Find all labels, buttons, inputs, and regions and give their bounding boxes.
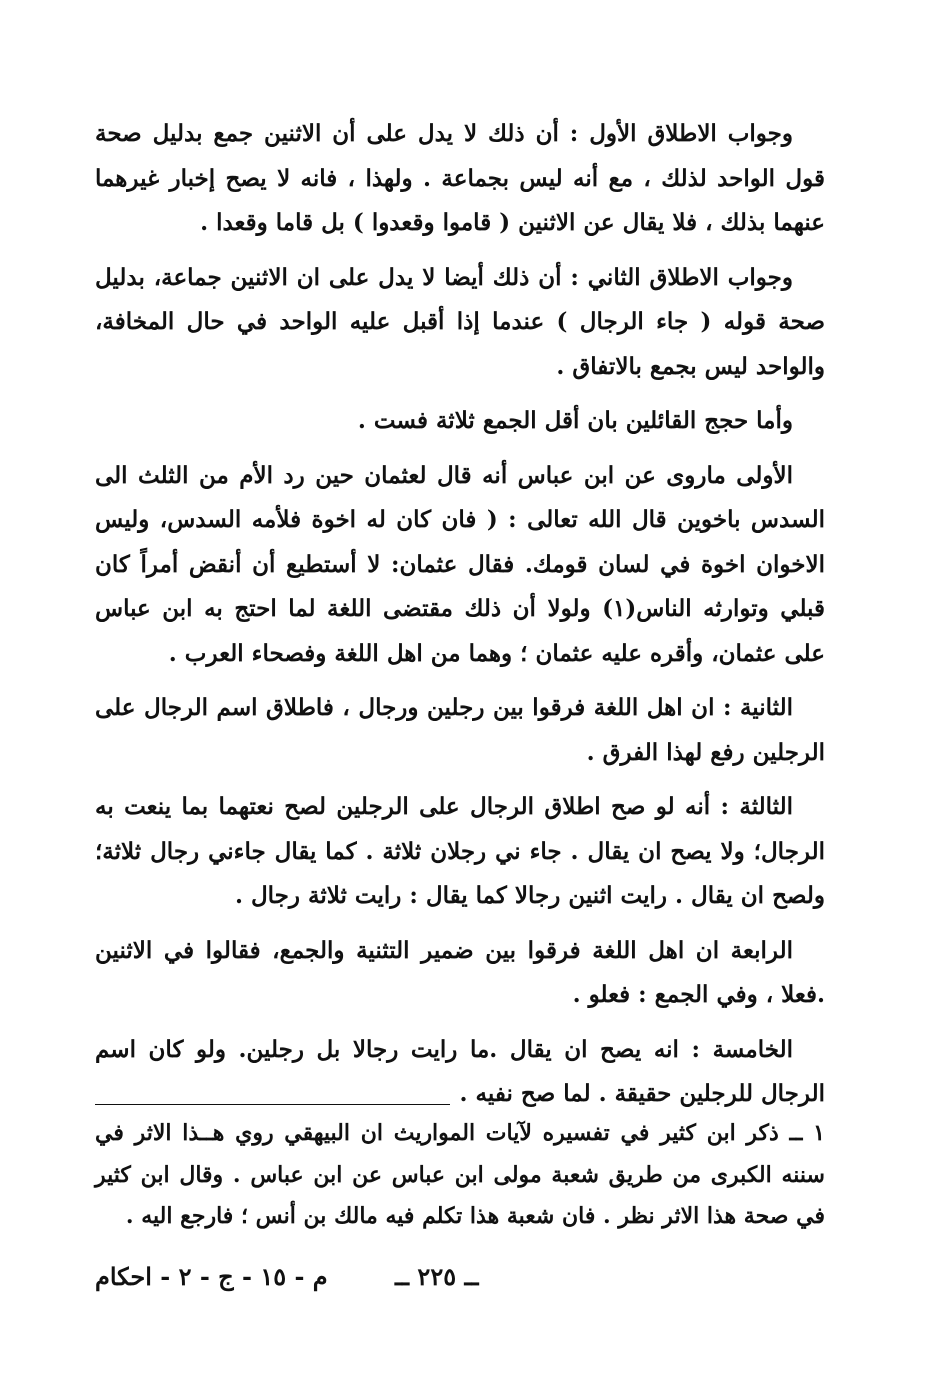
page-footer: [95, 1262, 825, 1302]
paragraph-answer-first: وجواب الاطلاق الأول : أن ذلك لا يدل على أن الاثنين جمع بدليل صحة قول الواحد لذلك ، مع أنه ليس بجماعة . ولهذا ، فانه لا يصح إخبار غيرهما عنهما بذلك ، فلا يقال عن الاثنين ( قاموا وقعدوا ) بل قاما وقعدا .: [95, 120, 825, 236]
paragraph-fourth-argument: الرابعة ان اهل اللغة فرقوا بين ضمير التثنية والجمع، فقالوا في الاثنين .فعلا ، وفي الجمع : فعلو .: [95, 936, 825, 1008]
paragraph-second-argument: الثانية : ان اهل اللغة فرقوا بين رجلين ورجال ، فاطلاق اسم الرجال على الرجلين رفع لهذا الفرق .: [95, 694, 825, 766]
paragraph-fifth-argument: الخامسة : انه يصح ان يقال .ما رايت رجالا بل رجلين. ولو كان اسم الرجال للرجلين حقيقة . لما صح نفيه .: [95, 1035, 825, 1107]
paragraph-arguments-intro: وأما حجج القائلين بان أقل الجمع ثلاثة فست .: [357, 407, 793, 434]
footnote-divider: [95, 1104, 450, 1105]
page-number: ــ ٢٢٥ ــ: [395, 1262, 479, 1291]
paragraph-third-argument: الثالثة : أنه لو صح اطلاق الرجال على الرجلين لصح نعتهما بما ينعت به الرجال؛ ولا يصح ان يقال . جاء ني رجلان ثلاثة . كما يقال جاءني رجال ثلاثة؛ ولصح ان يقال . رايت اثنين رجالا كما يقال : رايت ثلاثة رجال .: [95, 793, 825, 909]
signature-code: م - ١٥ - ج - ٢ - احكام: [95, 1262, 328, 1291]
main-text: [95, 112, 825, 1127]
footnote-text: ١ ــ ذكر ابن كثير في تفسيره لآيات المواريث ان البيهقي روي هــذا الاثر في سننه الكبرى من طريق شعبة مولى ابن عباس عن ابن عباس . وقال ابن كثير في صحة هذا الاثر نظر . فان شعبة هذا تكلم فيه مالك بن أنس ؛ فارجع اليه .: [95, 1120, 825, 1229]
footnote: [95, 1113, 825, 1238]
paragraph-answer-second: وجواب الاطلاق الثاني : أن ذلك أيضا لا يدل على ان الاثنين جماعة، بدليل صحة قوله ( جاء الرجال ) عندما إذا أقبل عليه الواحد في حال المخافة، والواحد ليس بجمع بالاتفاق .: [95, 263, 825, 380]
paragraph-first-argument: الأولى ماروى عن ابن عباس أنه قال لعثمان حين رد الأم من الثلث الى السدس باخوين قال الله تعالى : ( فان كان له اخوة فلأمه السدس، وليس الاخوان اخوة في لسان قومك. فقال عثمان: لا أستطيع أن أنقض أمراً كان قبلي وتوارثه الناس(١) ولولا أن ذلك مقتضى اللغة لما احتج به ابن عباس على عثمان، وأقره عليه عثمان ؛ وهما من اهل اللغة وفصحاء العرب .: [95, 461, 825, 667]
